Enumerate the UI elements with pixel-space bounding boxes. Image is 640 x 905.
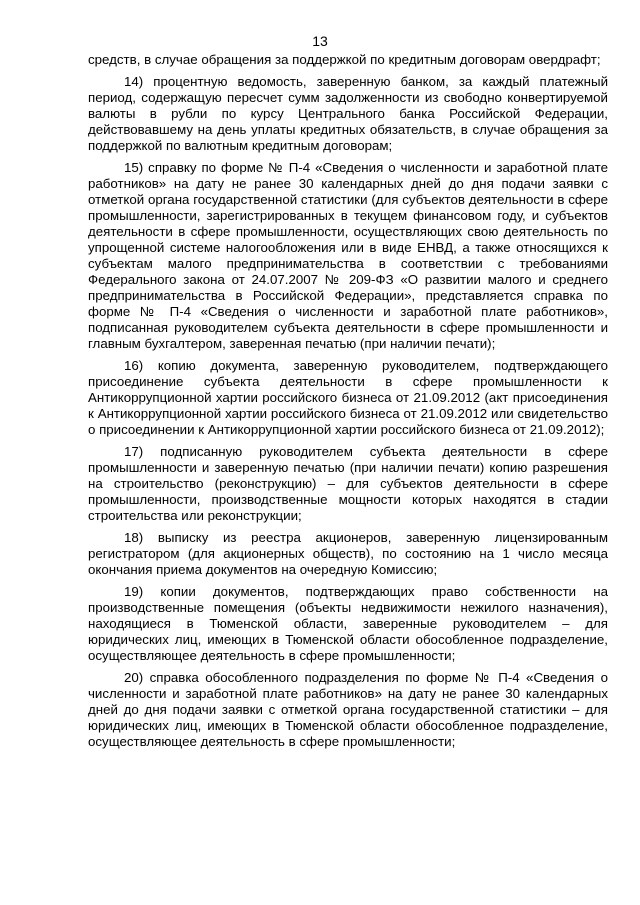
paragraph-item-14: 14) процентную ведомость, заверенную банком, за каждый платежный период, содержащую пересчет сумм задолженности из свободно конвертируемой валюты в рубли по курсу Центрального банка Российской Федерации, действовавшему на день уплаты кредитных обязательств, в случае обращения за поддержкой по валютным кредитным договорам; xyxy=(88,74,608,153)
paragraph-item-20: 20) справка обособленного подразделения по форме № П-4 «Сведения о численности и заработной плате работников» на дату не ранее 30 календарных дней до дня подачи заявки с отметкой органа государственной статистики – для юридических лиц, имеющих в Тюменской области обособленное подразделение, осуществляющее деятельность в сфере промышленности; xyxy=(88,670,608,749)
paragraph-item-16: 16) копию документа, заверенную руководителем, подтверждающего присоединение субъекта деятельности в сфере промышленности к Антикоррупционной хартии российского бизнеса от 21.09.2012 (акт присоединения к Антикоррупционной хартии российского бизнеса от 21.09.2012 или свидетельство о присоединении к Антикоррупционной хартии российского бизнеса от 21.09.2012); xyxy=(88,358,608,437)
page-number: 13 xyxy=(312,33,328,49)
paragraph-continuation: средств, в случае обращения за поддержкой по кредитным договорам овердрафт; xyxy=(88,52,601,67)
paragraph-item-17: 17) подписанную руководителем субъекта деятельности в сфере промышленности и заверенную печатью (при наличии печати) копию разрешения на строительство (реконструкцию) – для субъектов деятельности в сфере промышленности, производственные мощности которых находятся в стадии строительства или реконструкции; xyxy=(88,444,608,523)
paragraph-item-19: 19) копии документов, подтверждающих право собственности на производственные помещения (объекты недвижимости нежилого назначения), находящиеся в Тюменской области, заверенные руководителем – для юридических лиц, имеющих в Тюменской области обособленное подразделение, осуществляющее деятельность в сфере промышленности; xyxy=(88,584,608,663)
paragraph-item-15: 15) справку по форме № П-4 «Сведения о численности и заработной плате работников» на дату не ранее 30 календарных дней до дня подачи заявки с отметкой органа государственной статистики (для субъектов деятельности в сфере промышленности, зарегистрированных в текущем финансовом году, и субъектов деятельности в сфере промышленности, осуществляющих свою деятельность по упрощенной системе налогообложения или в виде ЕНВД, а также относящихся к субъектам малого предпринимательства в соответствии с требованиями Федерального закона от 24.07.2007 № 209-ФЗ «О развитии малого и среднего предпринимательства в Российской Федерации», представляется справка по форме № П-4 «Сведения о численности и заработной плате работников», подписанная руководителем субъекта деятельности в сфере промышленности и главным бухгалтером, заверенная печатью (при наличии печати); xyxy=(88,160,608,351)
paragraph-item-18: 18) выписку из реестра акционеров, заверенную лицензированным регистратором (для акционерных обществ), по состоянию на 1 число месяца окончания приема документов на очередную Комиссию; xyxy=(88,530,608,577)
document-body xyxy=(88,52,608,756)
